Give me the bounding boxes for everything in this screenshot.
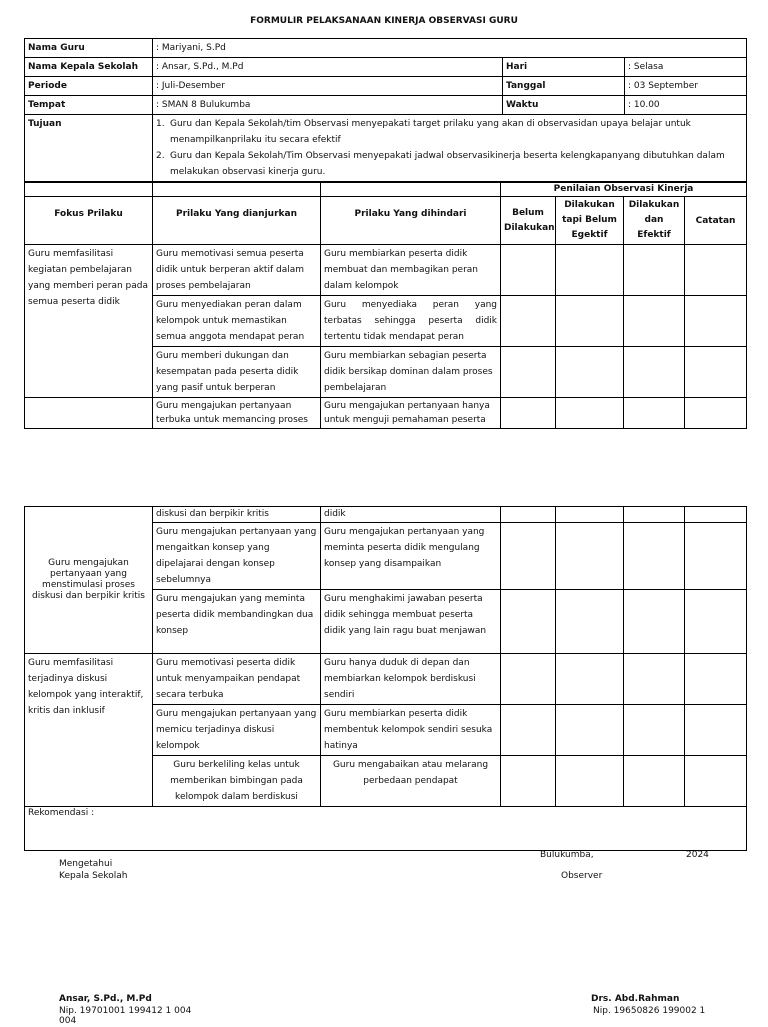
dianjurkan-cell: Guru mengajukan pertanyaan yang mengaitkan konsep yang dipelajarai dengan konsep sebelumnya [153,523,321,590]
score-cell[interactable] [501,654,556,705]
dianjurkan-cell: Guru mengajukan yang meminta peserta didik membandingkan dua konsep [153,590,321,654]
kepala-value: : Ansar, S.Pd., M.Pd [153,58,503,77]
col-catatan: Catatan [685,197,747,245]
notes-cell[interactable] [685,756,747,807]
dianjurkan-cell: Guru memotivasi peserta didik untuk menyampaikan pendapat secara terbuka [153,654,321,705]
dihindari-cell: Guru mengabaikan atau melarang perbedaan pendapat [321,756,501,807]
score-cell[interactable] [624,705,685,756]
dihindari-cell: Guru hanya duduk di depan dan membiarkan kelompok berdiskusi sendiri [321,654,501,705]
kepala-nip: Nip. 19701001 199412 1 004 [59,1006,192,1016]
hari-value: : Selasa [625,58,747,77]
col-dihindari: Prilaku Yang dihindari [321,183,501,245]
header-table [24,38,747,197]
observer-nip: Nip. 19650826 199002 1 [593,1006,706,1016]
tujuan-label: Tujuan [25,115,153,182]
tempat-label: Tempat [25,96,153,115]
score-cell[interactable] [624,347,685,398]
fokus-cell-empty [25,398,153,429]
observation-table-2 [24,506,747,851]
dihindari-cell: Guru membiarkan sebagian peserta didik bersikap dominan dalam proses pembelajaran [321,347,501,398]
dihindari-cell: didik [321,507,501,523]
score-cell[interactable] [556,245,624,296]
score-cell[interactable] [624,398,685,429]
dihindari-cell: Guru membiarkan peserta didik membuat dan membagikan peran dalam kelompok [321,245,501,296]
score-cell[interactable] [556,507,624,523]
score-cell[interactable] [624,296,685,347]
score-cell[interactable] [501,705,556,756]
notes-cell[interactable] [685,296,747,347]
notes-cell[interactable] [685,347,747,398]
mengetahui-label: Mengetahui [59,859,113,869]
notes-cell[interactable] [685,590,747,654]
fokus-cell: Guru memfasilitasi terjadinya diskusi kelompok yang interaktif, kritis dan inklusif [25,654,153,807]
score-cell[interactable] [624,507,685,523]
fokus-cell: Guru memfasilitasi kegiatan pembelajaran yang memberi peran pada semua peserta didik [25,245,153,398]
observation-table-1 [24,182,747,429]
score-cell[interactable] [501,523,556,590]
form-title: FORMULIR PELAKSANAAN KINERJA OBSERVASI GURU [250,16,518,26]
notes-cell[interactable] [685,523,747,590]
nama-guru-value: : Mariyani, S.Pd [153,39,747,58]
col-penilaian: Penilaian Observasi Kinerja [501,183,747,197]
col-tapi-belum: Dilakukan tapi Belum Egektif [556,197,624,245]
score-cell[interactable] [556,654,624,705]
dihindari-cell: Guru mengajukan pertanyaan hanya untuk menguji pemahaman peserta [321,398,501,429]
tanggal-label: Tanggal [503,77,625,96]
score-cell[interactable] [556,523,624,590]
periode-value: : Juli-Desember [153,77,503,96]
dianjurkan-cell: Guru berkeliling kelas untuk memberikan bimbingan pada kelompok dalam berdiskusi [153,756,321,807]
dianjurkan-cell: diskusi dan berpikir kritis [153,507,321,523]
sign-year: 2024 [686,850,709,860]
score-cell[interactable] [556,296,624,347]
score-cell[interactable] [501,756,556,807]
score-cell[interactable] [501,398,556,429]
score-cell[interactable] [624,245,685,296]
col-fokus: Fokus Prilaku [25,183,153,245]
tujuan-list [153,115,747,182]
dianjurkan-cell: Guru menyediakan peran dalam kelompok untuk memastikan semua anggota mendapat peran [153,296,321,347]
dihindari-cell: Guru mengajukan pertanyaan yang meminta peserta didik mengulang konsep yang disampaikan [321,523,501,590]
rekomendasi-field[interactable]: Rekomendasi : [25,807,747,851]
col-belum: Belum Dilakukan [501,197,556,245]
col-efektif: Dilakukan dan Efektif [624,197,685,245]
waktu-label: Waktu [503,96,625,115]
observer-name: Drs. Abd.Rahman [591,994,680,1004]
tempat-value: : SMAN 8 Bulukumba [153,96,503,115]
score-cell[interactable] [556,756,624,807]
score-cell[interactable] [501,347,556,398]
score-cell[interactable] [556,347,624,398]
score-cell[interactable] [501,245,556,296]
score-cell[interactable] [556,590,624,654]
dianjurkan-cell: Guru memberi dukungan dan kesempatan pada peserta didik yang pasif untuk berperan [153,347,321,398]
dianjurkan-cell: Guru memotivasi semua peserta didik untuk berperan aktif dalam proses pembelajaran [153,245,321,296]
nama-guru-label: Nama Guru [25,39,153,58]
fokus-cell: Guru mengajukan pertanyaan yang menstimulasi proses diskusi dan berpikir kritis [25,507,153,654]
notes-cell[interactable] [685,245,747,296]
score-cell[interactable] [501,590,556,654]
dianjurkan-cell: Guru mengajukan pertanyaan yang memicu terjadinya diskusi kelompok [153,705,321,756]
kepala-name: Ansar, S.Pd., M.Pd [59,994,152,1004]
score-cell[interactable] [501,296,556,347]
kepala-label: Nama Kepala Sekolah [25,58,153,77]
score-cell[interactable] [501,507,556,523]
kepala-nip-cont: 004 [59,1016,77,1026]
score-cell[interactable] [556,398,624,429]
tanggal-value: : 03 September [625,77,747,96]
observer-label: Observer [561,871,603,881]
dihindari-cell: Guru menyediaka peran yang terbatas sehingga peserta didik tertentu tidak mendapat peran [321,296,501,347]
kepala-sekolah-label: Kepala Sekolah [59,871,128,881]
tujuan-item: 1. Guru dan Kepala Sekolah/tim Observasi menyepakati target prilaku yang akan di observasidan upaya belajar untuk menampilkanprilaku itu secara efektif [156,119,691,145]
dihindari-cell: Guru menghakimi jawaban peserta didik sehingga membuat peserta didik yang lain ragu buat menjawan [321,590,501,654]
score-cell[interactable] [624,523,685,590]
score-cell[interactable] [556,705,624,756]
notes-cell[interactable] [685,507,747,523]
notes-cell[interactable] [685,654,747,705]
periode-label: Periode [25,77,153,96]
score-cell[interactable] [624,590,685,654]
dianjurkan-cell: Guru mengajukan pertanyaan terbuka untuk memancing proses [153,398,321,429]
notes-cell[interactable] [685,705,747,756]
score-cell[interactable] [624,756,685,807]
notes-cell[interactable] [685,398,747,429]
hari-label: Hari [503,58,625,77]
score-cell[interactable] [624,654,685,705]
sign-place: Bulukumba, [540,850,594,860]
waktu-value: : 10.00 [625,96,747,115]
col-dianjurkan: Prilaku Yang dianjurkan [153,183,321,245]
tujuan-item: 2. Guru dan Kepala Sekolah/Tim Observasi menyepakati jadwal observasikinerja beserta kelengkapanyang dibutuhkan dalam melakukan observasi kinerja guru. [156,151,725,177]
dihindari-cell: Guru membiarkan peserta didik membentuk kelompok sendiri sesuka hatinya [321,705,501,756]
